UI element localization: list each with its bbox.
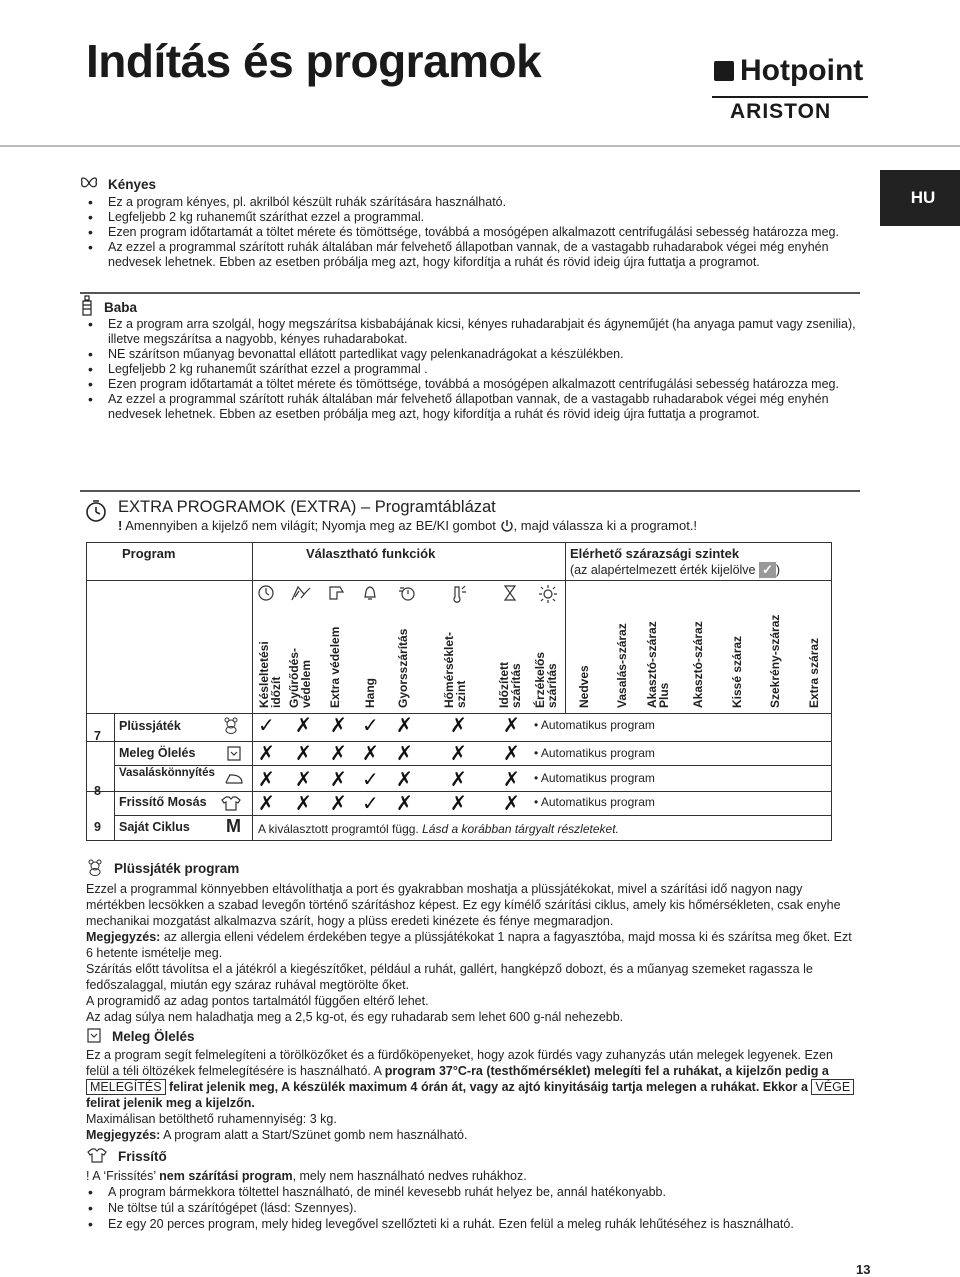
default-check-icon: ✓ <box>759 562 776 578</box>
level-label: Extra száraz <box>807 637 821 708</box>
teddy-bear-icon <box>222 716 240 739</box>
level-text: • Automatikus program <box>534 795 655 809</box>
list-item: • A program bármekkora töltettel használható, de minél kevesebb ruhát helyez be, annál hatékonyabb. <box>86 1184 866 1200</box>
list-item: • Az ezzel a programmal szárított ruhák általában már felvehető állapotban vannak, de a vastagabb ruhadarabok végei még enyhén nedvesek lehetnek. Ebben az esetben próbálja meg azt, hogy kifordítja a ruhát és rövid ideig újra futtatja a programot. <box>86 240 866 270</box>
option-mark: ✗ <box>258 769 275 791</box>
level-label: Szekrény-száraz <box>768 614 782 708</box>
option-mark: ✗ <box>295 769 312 791</box>
list-item: • Ezen program időtartamát a töltet mérete és tömöttsége, továbbá a mosógépen alkalmazott centrifugálási sebesség határozza meg. <box>86 225 866 240</box>
baba-list <box>86 317 866 422</box>
option-mark: ✗ <box>258 743 275 765</box>
page-number: 13 <box>856 1262 871 1277</box>
paragraph: A programidő az adag pontos tartalmától függően eltérő lehet. <box>86 994 429 1008</box>
custom-cycle-note <box>258 822 619 836</box>
note-label: Megjegyzés: <box>86 1128 161 1142</box>
option-mark: ✗ <box>396 715 413 737</box>
note-text: A kiválasztott programtól függ. <box>258 822 423 836</box>
list-item: • Ne töltse túl a szárítógépet (lásd: Szennyes). <box>86 1200 866 1216</box>
text-run: Ez a program segít felmelegíteni a törölközőket és a fürdőköpenyeket, hogy azok fürdés vagy zuhanyzás után melegek legyenek. Ezen felül a téli öltözékek felmelegítésére is használható. A <box>86 1048 833 1078</box>
section-rule <box>80 292 860 294</box>
option-mark: ✗ <box>295 793 312 815</box>
option-mark: ✗ <box>295 715 312 737</box>
shirt-refresh-icon <box>86 1147 108 1166</box>
level-text: • Automatikus program <box>534 718 655 732</box>
list-item: • Ez a program arra szolgál, hogy megszárítsa kisbabájának kicsi, kényes ruhadarabjait és ágyneműjét (ha anyaga pamut vagy zsenilia), illetve megszárítsa a nagyobb, kényes ruhadarabokat. <box>86 317 866 347</box>
func-label: Gyorsszárítás <box>396 628 410 708</box>
option-mark: ✗ <box>450 769 467 791</box>
logo-divider <box>712 96 868 98</box>
plussjatek-text <box>86 881 856 1025</box>
delay-clock-icon <box>257 584 275 607</box>
option-mark: ✗ <box>396 743 413 765</box>
note-text: Lásd a korábban tárgyalt részleteket. <box>422 822 619 836</box>
col-program: Program <box>122 546 176 561</box>
option-mark: ✓ <box>362 793 379 815</box>
shirt-refresh-icon <box>220 795 242 816</box>
option-mark: ✗ <box>396 769 413 791</box>
paragraph: Ezzel a programmal könnyebben eltávolíthatja a port és gyakrabban moshatja a plüssjátékokat, mivel a szárítási idő nagyon nagy mértékben lecsökken a szabad levegőn történő szárításhoz képest. Ez egy kímélő szárítási ciklus, amely kis hőmérsékleten, csak enyhe mechanikai mozgatást alkalmazva szárít, hogy a plüss eredeti kinézete és fénye megmaradjon. <box>86 882 841 928</box>
option-mark: ✗ <box>330 715 347 737</box>
row-number: 7 <box>94 729 101 743</box>
section-title: Kényes <box>108 177 157 192</box>
section-heading-plussjatek <box>86 858 239 879</box>
option-mark: ✗ <box>503 769 520 791</box>
kenyes-list <box>86 195 866 270</box>
program-name: Plüssjáték <box>119 719 181 733</box>
col-functions: Választható funkciók <box>306 546 436 561</box>
row-number: 9 <box>94 820 101 834</box>
func-label: Extra védelem <box>328 626 342 708</box>
option-mark: ✗ <box>450 715 467 737</box>
level-label: Akasztó-száraz Plus <box>645 621 671 708</box>
list-item: • Ezen program időtartamát a töltet mérete és tömöttsége, továbbá a mosógépen alkalmazott centrifugálási sebesség határozza meg. <box>86 377 866 392</box>
col-levels: Elérhető szárazsági szintek <box>570 546 740 561</box>
note-text: az allergia elleni védelem érdekében tegye a plüssjátékokat 1 napra a fagyasztóba, majd mossa ki és szárítsa meg őket. Ezt 6 hetente ismételje meg. <box>86 930 852 960</box>
power-icon <box>500 519 514 536</box>
program-name: Vasaláskönnyítés <box>119 767 215 779</box>
func-label: Érzékelős szárítás <box>533 651 559 708</box>
legend-text: (az alapértelmezett érték kijelölve <box>570 563 759 577</box>
list-item: • Legfeljebb 2 kg ruhaneműt száríthat ezzel a programmal. <box>86 210 866 225</box>
option-mark: ✗ <box>450 793 467 815</box>
section-heading-frissito <box>86 1147 167 1166</box>
note-text: , majd válassza ki a programot.! <box>513 518 698 533</box>
program-name: Frissítő Mosás <box>119 795 207 809</box>
paragraph <box>86 1047 858 1111</box>
logo-text-bottom: ARISTON <box>730 100 832 123</box>
anti-crease-icon <box>290 584 312 607</box>
meleg-text <box>86 1047 858 1143</box>
program-name: Saját Ciklus <box>119 820 190 834</box>
section-rule <box>80 490 860 492</box>
note-mark: ! <box>118 518 123 533</box>
header-rule <box>0 145 960 147</box>
section-title: Baba <box>104 300 138 315</box>
warm-hug-icon <box>86 1026 102 1047</box>
col-levels-sub <box>570 562 780 578</box>
option-mark: ✗ <box>362 743 379 765</box>
option-mark: ✗ <box>330 769 347 791</box>
page-title: Indítás és programok <box>86 35 542 87</box>
note-text: A program alatt a Start/Szünet gomb nem használható. <box>160 1128 468 1142</box>
func-label: Hang <box>363 678 377 708</box>
bell-icon <box>362 584 378 607</box>
program-name: Meleg Ölelés <box>119 746 196 760</box>
extra-note <box>118 518 697 536</box>
temperature-icon <box>448 584 468 609</box>
section-heading-meleg <box>86 1026 195 1047</box>
timer-icon <box>84 499 108 528</box>
level-label: Akasztó-száraz <box>691 621 705 708</box>
level-label: Kissé száraz <box>730 635 744 708</box>
warm-hug-icon <box>226 744 242 767</box>
section-title: Frissítő <box>118 1149 167 1164</box>
func-label: Időzített szárítás <box>497 662 523 708</box>
language-tab: HU <box>880 170 960 226</box>
paragraph <box>86 929 856 961</box>
display-label: MELEGÍTÉS <box>86 1079 166 1095</box>
option-mark: ✓ <box>362 715 379 737</box>
note-label: Megjegyzés: <box>86 930 161 944</box>
section-title: Meleg Ölelés <box>112 1029 195 1044</box>
paragraph: Szárítás előtt távolítsa el a játékról a kiegészítőket, például a ruhát, gallért, hangképző dobozt, és a műanyag szemeket ragassza le fedőszalaggal, miután egy száraz ruhával megtörölte őket. <box>86 962 813 992</box>
extra-heading: EXTRA PROGRAMOK (EXTRA) – Programtáblázat <box>118 498 496 516</box>
sun-icon <box>538 584 558 609</box>
custom-cycle-icon: M <box>226 816 241 836</box>
note-text: Amennyiben a kijelző nem világít; Nyomja meg az BE/KI gombot <box>122 518 500 533</box>
paragraph: Maximálisan betölthető ruhamennyiség: 3 kg. <box>86 1112 337 1126</box>
option-mark: ✗ <box>396 793 413 815</box>
list-item: • Legfeljebb 2 kg ruhaneműt száríthat ezzel a programmal . <box>86 362 866 377</box>
level-label: Nedves <box>577 665 591 708</box>
display-label: VÉGE <box>811 1079 854 1095</box>
text-run: felirat jelenik meg a kijelzőn. <box>86 1096 255 1110</box>
func-label: Késleltetési időzít <box>257 641 283 708</box>
teddy-bear-icon <box>86 858 104 879</box>
option-mark: ✗ <box>330 743 347 765</box>
logo-text-top: Hotpoint <box>740 54 864 87</box>
text-run: , mely nem használható nedves ruhákhoz. <box>292 1169 527 1183</box>
paragraph <box>86 1127 858 1143</box>
option-mark: ✗ <box>258 793 275 815</box>
section-heading-kenyes <box>80 176 156 193</box>
level-text: • Automatikus program <box>534 771 655 785</box>
text-run: ! A ‘Frissítés’ <box>86 1169 160 1183</box>
option-mark: ✗ <box>503 715 520 737</box>
iron-icon <box>224 772 244 791</box>
text-run: nem szárítási program <box>159 1169 293 1183</box>
brand-logo <box>714 54 863 88</box>
section-title: Plüssjáték program <box>114 861 240 876</box>
butterfly-icon <box>80 176 98 193</box>
text-run: program 37°C-ra (testhőmérséklet) melegíti fel a ruhákat, a kijelzőn pedig a <box>384 1064 829 1078</box>
frissito-note <box>86 1168 866 1184</box>
option-mark: ✗ <box>450 743 467 765</box>
extra-protection-icon <box>327 584 345 607</box>
option-mark: ✗ <box>503 793 520 815</box>
frissito-list <box>86 1184 866 1232</box>
list-item: • Ez a program kényes, pl. akrilból készült ruhák szárítására használható. <box>86 195 866 210</box>
option-mark: ✓ <box>258 715 275 737</box>
func-label: Gyűrődés- védelem <box>287 647 313 708</box>
option-mark: ✓ <box>362 769 379 791</box>
option-mark: ✗ <box>503 743 520 765</box>
list-item: • NE szárítson műanyag bevonattal ellátott partedlikat vagy pelenkanadrágokat a készülékben. <box>86 347 866 362</box>
level-text: • Automatikus program <box>534 746 655 760</box>
paragraph: Az adag súlya nem haladhatja meg a 2,5 kg-ot, és egy ruhadarab sem lehet 600 g-nál nehezebb. <box>86 1010 624 1024</box>
text-run: felirat jelenik meg, A készülék maximum 4 órán át, vagy az ajtó kinyitásáig tartja melegen a ruhákat. Ekkor a <box>165 1080 812 1094</box>
logo-square-icon <box>714 61 734 81</box>
option-mark: ✗ <box>330 793 347 815</box>
level-label: Vasalás-száraz <box>615 623 629 708</box>
list-item: • Az ezzel a programmal szárított ruhák általában már felvehető állapotban vannak, de a vastagabb ruhadarabok végei még enyhén nedvesek lehetnek. Ebben az esetben próbálja meg azt, hogy kifordítja a ruhát és rövid ideig újra futtatja a programot. <box>86 392 866 422</box>
row-number: 8 <box>94 784 101 798</box>
quick-dry-icon <box>398 584 418 607</box>
option-mark: ✗ <box>295 743 312 765</box>
func-label: Hőmérséklet- szint <box>442 631 468 708</box>
hourglass-icon <box>502 584 518 607</box>
legend-text: ) <box>775 563 781 577</box>
list-item: • Ez egy 20 perces program, mely hideg levegővel szellőzteti ki a ruhát. Ezen felül a meleg ruhák lehűtéséhez is használható. <box>86 1216 866 1232</box>
